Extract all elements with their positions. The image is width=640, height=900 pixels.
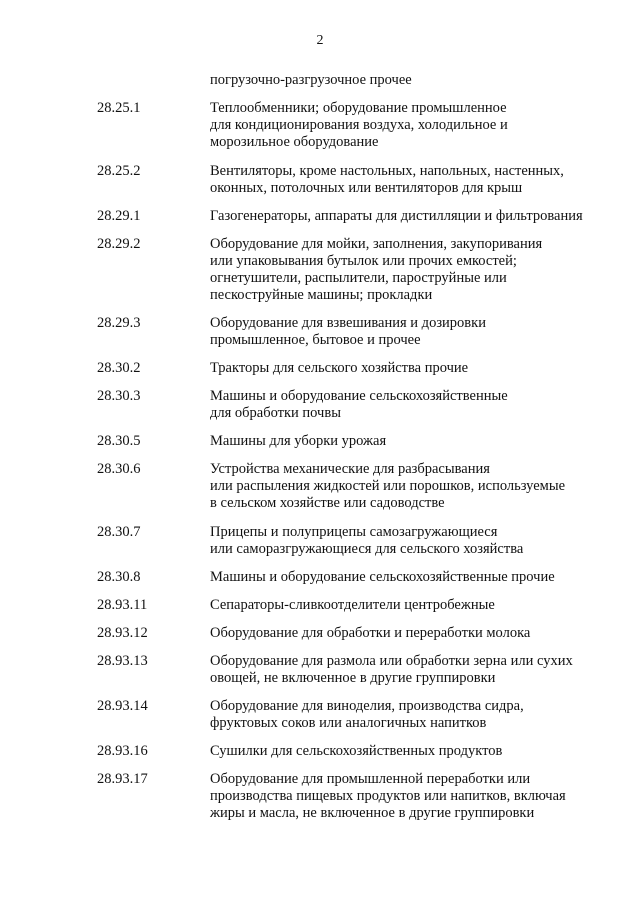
entry-description-line: фруктовых соков или аналогичных напитков [210,715,487,731]
entry-description [210,388,620,422]
entry-code: 28.93.16 [97,743,148,759]
entry-description [210,100,620,151]
entry-description [210,208,620,225]
entry-description-line: Сушилки для сельскохозяйственных продуктов [210,743,503,759]
entry-code: 28.25.2 [97,163,141,179]
entry-description [210,524,620,558]
entry-description-line: огнетушители, распылители, пароструйные или [210,270,507,286]
entry-description [210,625,620,642]
entry-description-line: жиры и масла, не включенное в другие группировки [210,805,535,821]
entry-code: 28.93.14 [97,698,148,714]
entry-description-line: Теплообменники; оборудование промышленное [210,100,507,116]
entry-description-line: Оборудование для мойки, заполнения, закупоривания [210,236,543,252]
entry-description-line: Устройства механические для разбрасывания [210,461,490,477]
entry-description [210,569,620,586]
entry-code: 28.29.1 [97,208,141,224]
entry-code: 28.30.7 [97,524,141,540]
entry-description-line: Оборудование для размола или обработки зерна или сухих [210,653,573,669]
entry-code: 28.30.6 [97,461,141,477]
entry-code: 28.25.1 [97,100,141,116]
entry-code: 28.30.2 [97,360,141,376]
entry-description [210,236,620,304]
entry-description [210,315,620,349]
entry-description-line: производства пищевых продуктов или напитков, включая [210,788,566,804]
entry-description-line: для обработки почвы [210,405,341,421]
entry-description-line: или саморазгружающиеся для сельского хозяйства [210,541,524,557]
entry-description [210,653,620,687]
entry-description-line: Тракторы для сельского хозяйства прочие [210,360,469,376]
entry-code: 28.29.3 [97,315,141,331]
entry-code: 28.93.17 [97,771,148,787]
entry-code: 28.93.11 [97,597,148,613]
entry-description-line: Машины и оборудование сельскохозяйственные [210,388,508,404]
entry-description [210,360,620,377]
entry-description-line: овощей, не включенное в другие группировки [210,670,496,686]
entry-description-line: Сепараторы-сливкоотделители центробежные [210,597,495,613]
entry-code: 28.93.12 [97,625,148,641]
entry-description-line: Прицепы и полуприцепы самозагружающиеся [210,524,498,540]
entry-description-line: морозильное оборудование [210,134,379,150]
entry-description [210,698,620,732]
entry-description-line: пескоструйные машины; прокладки [210,287,433,303]
entry-description-line: или распыления жидкостей или порошков, используемые [210,478,566,494]
entry-description-line: Вентиляторы, кроме настольных, напольных, настенных, [210,163,564,179]
entry-description-line: промышленное, бытовое и прочее [210,332,421,348]
entry-description-line: для кондиционирования воздуха, холодильное и [210,117,508,133]
entry-description-line: Машины для уборки урожая [210,433,387,449]
entry-description-line: Оборудование для виноделия, производства сидра, [210,698,524,714]
entry-code: 28.30.3 [97,388,141,404]
entry-description-line: или упаковывания бутылок или прочих емкостей; [210,253,517,269]
entry-description-line: Машины и оборудование сельскохозяйственные прочие [210,569,555,585]
entry-description-line: Оборудование для обработки и переработки молока [210,625,531,641]
page-number: 2 [316,33,324,48]
entry-description [210,771,620,822]
entry-description-line: Оборудование для промышленной переработки или [210,771,531,787]
entry-description [210,597,620,614]
entry-description [210,461,620,512]
entry-code: 28.93.13 [97,653,148,669]
entry-description-line: оконных, потолочных или вентиляторов для крыш [210,180,523,196]
entry-code: 28.30.8 [97,569,141,585]
entry-description-line: Газогенераторы, аппараты для дистилляции и фильтрования [210,208,583,224]
entry-description-line: Оборудование для взвешивания и дозировки [210,315,486,331]
entry-description [210,743,620,760]
continuation-text: погрузочно-разгрузочное прочее [210,72,412,88]
entry-code: 28.29.2 [97,236,141,252]
entry-code: 28.30.5 [97,433,141,449]
entry-description [210,433,620,450]
entry-description [210,163,620,197]
entry-description-line: в сельском хозяйстве или садоводстве [210,495,445,511]
